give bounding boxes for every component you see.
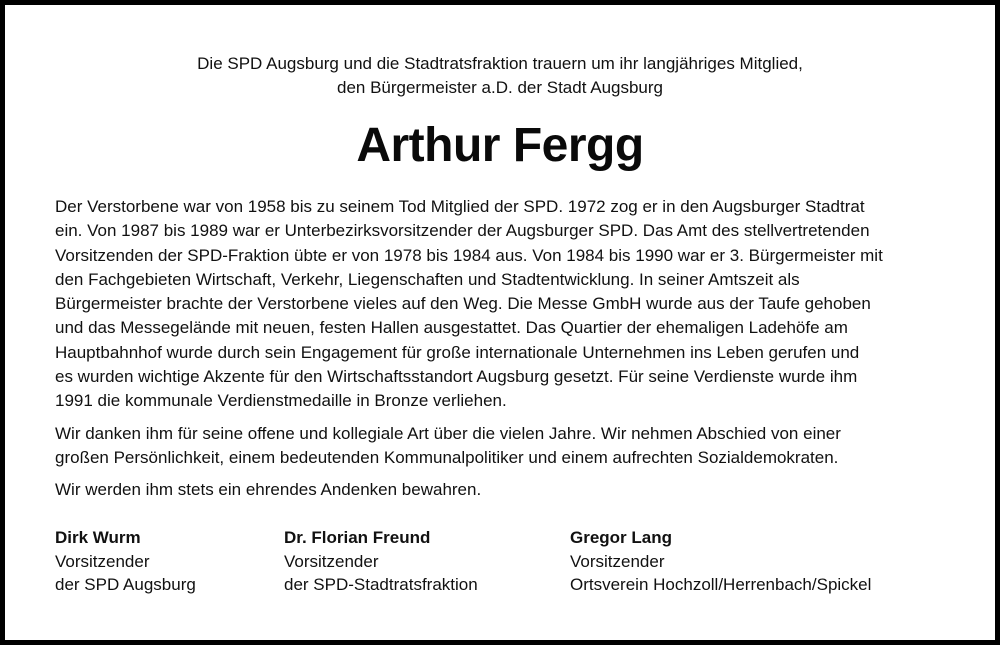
deceased-name: Arthur Fergg — [356, 119, 644, 172]
body-line: großen Persönlichkeit, einem bedeutenden Kommunalpolitiker und einem aufrechten Sozialdemokraten. — [55, 447, 839, 467]
biography-paragraph — [55, 195, 955, 414]
intro-line: den Bürgermeister a.D. der Stadt Augsburg — [336, 78, 663, 97]
body-line: Wir werden ihm stets ein ehrendes Andenken bewahren. — [55, 480, 482, 500]
obituary-body — [55, 195, 955, 511]
signer-role: Vorsitzender — [55, 551, 150, 571]
signer-org: der SPD-Stadtratsfraktion — [284, 575, 478, 594]
body-line: ein. Von 1987 bis 1989 war er Unterbezirksvorsitzender der Augsburger SPD. Das Amt des stellvertretenden — [55, 221, 870, 241]
body-line: und das Messegelände mit neuen, festen Hallen ausgestattet. Das Quartier der ehemaligen Ladehöfe am — [55, 318, 848, 338]
body-line: Hauptbahnhof wurde durch sein Engagement für große internationale Unternehmen ins Leben gerufen und — [55, 342, 860, 362]
body-line: Bürgermeister brachte der Verstorbene vieles auf den Weg. Die Messe GmbH wurde aus der Taufe gehoben — [55, 294, 871, 314]
signer-name: Dirk Wurm — [55, 528, 141, 547]
signer-florian-freund — [284, 526, 478, 597]
signer-dirk-wurm — [55, 526, 196, 597]
thanks-paragraph — [55, 422, 955, 471]
signer-name: Dr. Florian Freund — [284, 528, 431, 547]
intro-line: Die SPD Augsburg und die Stadtratsfraktion trauern um ihr langjähriges Mitglied, — [197, 54, 803, 73]
signer-role: Vorsitzender — [570, 551, 665, 571]
closing-paragraph — [55, 478, 955, 502]
intro-text — [0, 52, 1000, 100]
body-line: es wurden wichtige Akzente für den Wirtschaftsstandort Augsburg gesetzt. Für seine Verdienste wurde ihm — [55, 367, 858, 387]
signer-role: Vorsitzender — [284, 551, 379, 571]
signer-org: Ortsverein Hochzoll/Herrenbach/Spickel — [570, 575, 872, 594]
body-line: 1991 die kommunale Verdienstmedaille in Bronze verliehen. — [55, 391, 507, 411]
body-line: Wir danken ihm für seine offene und kollegiale Art über die vielen Jahre. Wir nehmen Abschied von einer — [55, 423, 841, 443]
signer-gregor-lang — [570, 526, 871, 597]
signer-name: Gregor Lang — [570, 528, 673, 547]
body-line: Vorsitzenden der SPD-Fraktion übte er von 1978 bis 1984 aus. Von 1984 bis 1990 war er 3. Bürgermeister mit — [55, 245, 883, 265]
signer-org: der SPD Augsburg — [55, 575, 196, 594]
body-line: Der Verstorbene war von 1958 bis zu seinem Tod Mitglied der SPD. 1972 zog er in den Augsburger Stadtrat — [55, 197, 865, 216]
body-line: den Fachgebieten Wirtschaft, Verkehr, Liegenschaften und Stadtentwicklung. In seiner Amtszeit als — [55, 269, 800, 289]
